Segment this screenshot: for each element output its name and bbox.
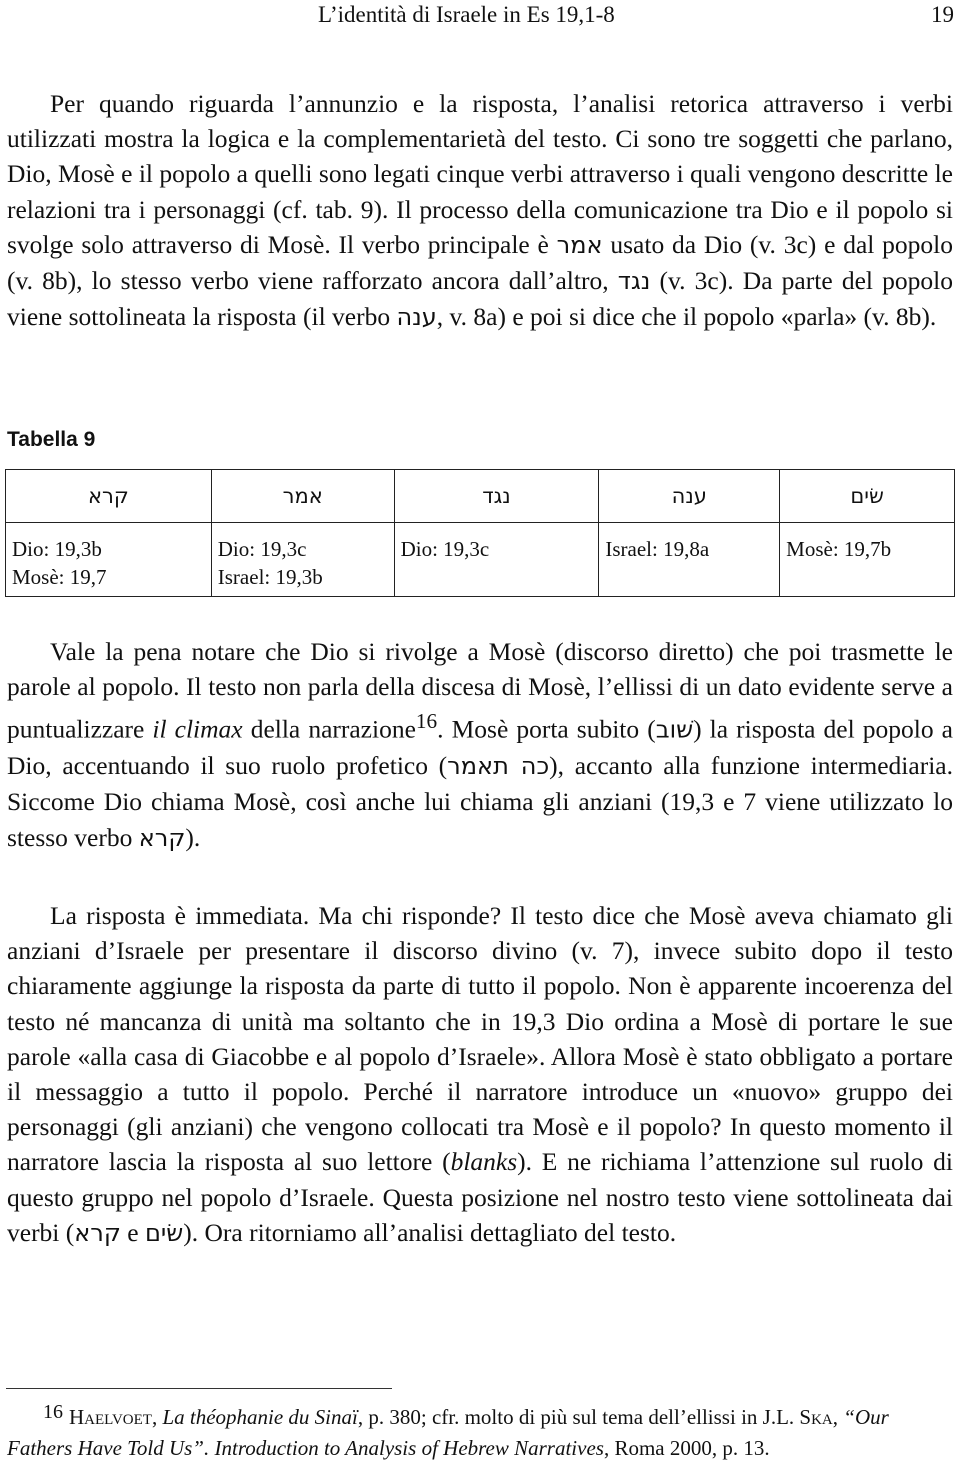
hebrew-word: כה תאמר xyxy=(447,752,550,781)
text-run: Vale la pena notare che Dio si rivolge a Mosè (discorso diretto) che poi trasmette le parole al popolo. Il testo non parla della discesa di Mosè, l’ellissi di un dato evidente serve a puntualizzare xyxy=(7,637,953,744)
table-cell: Dio: 19,3b Mosè: 19,7 xyxy=(6,523,212,597)
hebrew-word: קרא xyxy=(138,823,186,852)
footnote-ref[interactable]: 16 xyxy=(415,709,438,734)
paragraph-2 xyxy=(7,634,953,856)
text-run: ). xyxy=(185,822,201,852)
page-number: 19 xyxy=(931,2,954,27)
text-run: ) la risposta del popolo a Dio, accentuando il suo ruolo profetico ( xyxy=(7,714,953,781)
footnote-number: 16 xyxy=(43,1401,63,1423)
table-caption: Tabella 9 xyxy=(7,428,96,451)
text-run: e xyxy=(120,1217,145,1247)
hebrew-word: ענה xyxy=(396,303,437,332)
table-header-cell: שׂים xyxy=(780,470,955,523)
text-run: della narrazione xyxy=(242,714,416,744)
hebrew-word: אמר xyxy=(556,230,603,259)
text-run: ), accanto alla funzione intermediaria. Siccome Dio chiama Mosè, così anche lui chiama gli anziani (19,3 e 7 viene utilizzato lo stesso verbo xyxy=(7,751,953,852)
footnote-author: Haelvoet xyxy=(69,1405,152,1429)
hebrew-word: קרא xyxy=(74,1218,121,1247)
text-run: ). E ne richiama l’attenzione sul ruolo di questo gruppo nel popolo d’Israele. Questa posizione nel nostro testo viene sottolineata dai verbi ( xyxy=(7,1147,953,1247)
table-header-cell: נגד xyxy=(394,470,599,523)
text-run: , v. 8a) e poi si dice che il popolo «parla» (v. 8b). xyxy=(436,302,937,332)
footnote-rule xyxy=(6,1388,392,1389)
table-cell: Mosè: 19,7b xyxy=(780,523,955,597)
table-cell: Dio: 19,3c Israel: 19,3b xyxy=(211,523,394,597)
page-header xyxy=(0,0,960,34)
table-header-row xyxy=(6,470,955,523)
hebrew-word: נגד xyxy=(617,267,651,296)
text-run: Per quando riguarda l’annunzio e la risposta, l’analisi retorica attraverso i verbi utilizzati mostra la logica e la complementarietà del testo. Ci sono tre soggetti che parlano, Dio, Mosè e il popolo a quelli sono legati cinque verbi attraverso i quali vengono descritte le relazioni tra i personaggi (cf. tab. 9). Il processo della comunicazione tra Dio e il popolo si svolge solo attraverso di Mosè. Il verbo principale è xyxy=(7,89,953,259)
footnote-title: La théophanie du Sinaï xyxy=(162,1405,358,1429)
hebrew-word: שׁוב xyxy=(655,715,694,744)
table-header-cell: קרא xyxy=(6,470,212,523)
italic-term: il climax xyxy=(152,714,243,744)
table-cell: Dio: 19,3c xyxy=(394,523,599,597)
paragraph-3 xyxy=(7,898,953,1251)
verb-table xyxy=(5,469,955,597)
text-run: ). Ora ritorniamo all’analisi dettagliato del testo. xyxy=(183,1217,677,1247)
text-run: . Mosè porta subito ( xyxy=(437,714,656,744)
running-title: L’identità di Israele in Es 19,1-8 xyxy=(318,2,615,27)
table-header-cell: ענה xyxy=(599,470,780,523)
text-run: (v. 3c). Da parte del popolo viene sottolineata la risposta (il verbo xyxy=(7,266,953,332)
footnote-author: Ska xyxy=(799,1405,833,1429)
table-header-cell: אמר xyxy=(211,470,394,523)
table-row xyxy=(6,523,955,597)
text-run: usato da Dio (v. 3c) e dal popolo (v. 8b), lo stesso verbo viene rafforzato ancora dall’altro, xyxy=(7,229,953,296)
footnote-title: “Our Fathers Have Told Us”. Introduction to Analysis of Hebrew Narratives xyxy=(7,1405,889,1460)
footnote: 16 Haelvoet, La théophanie du Sinaï, p. 380; cfr. molto di più sul tema dell’ellissi in J.L. Ska, “Our Fathers Have Told Us”. Introduction to Analysis of Hebrew Narratives, Roma 2000, p. 13. xyxy=(7,1401,889,1460)
italic-term: blanks xyxy=(450,1147,518,1177)
hebrew-word: שׂים xyxy=(144,1218,184,1247)
table-cell: Israel: 19,8a xyxy=(599,523,780,597)
text-run: La risposta è immediata. Ma chi risponde? Il testo dice che Mosè aveva chiamato gli anziani d’Israele per presentare il discorso divino (v. 7), invece subito dopo il testo chiaramente aggiunge la risposta da parte di tutto il popolo. Non è apparente incoerenza del testo né mancanza di unità ma soltanto che in 19,3 Dio ordina a Mosè di portare le sue parole «alla casa di Giacobbe e al popolo d’Israele». Allora Mosè è stato obbligato a portare il messaggio a tutto il popolo. Perché il narratore introduce un «nuovo» gruppo dei personaggi (gli anziani) che vengono collocati tra Mosè e il popolo? In questo momento il narratore lascia la risposta al suo lettore ( xyxy=(7,901,953,1177)
paragraph-1 xyxy=(7,86,953,335)
